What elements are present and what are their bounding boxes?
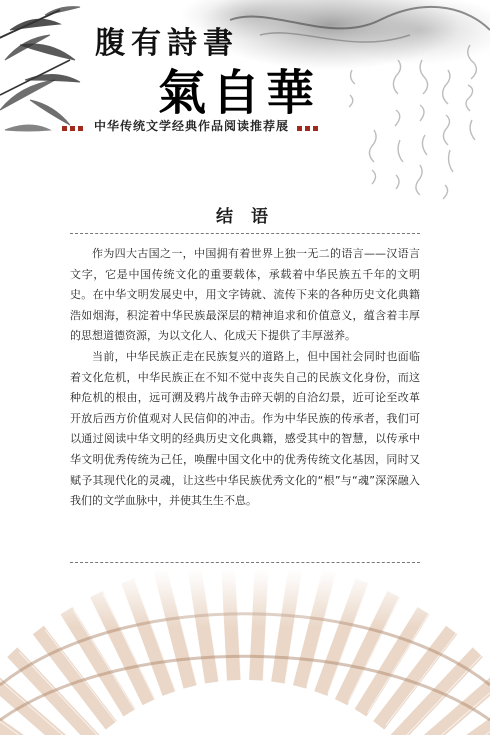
body-text — [70, 244, 420, 512]
section-title: 结 语 — [216, 207, 274, 227]
divider-top — [70, 233, 420, 234]
subtitle: 中华传统文学经典作品阅读推荐展 — [94, 118, 290, 133]
divider-bottom — [70, 562, 420, 563]
header-title-line1: 腹有詩書 — [95, 26, 239, 61]
bamboo-icon — [0, 7, 80, 131]
subtitle-row — [62, 118, 321, 132]
paragraph-2: 当前，中华民族正走在民族复兴的道路上，但中国社会同时也面临着文化危机，中华民族正在不知不觉中丧失自己的民族文化身份，而这种危机的根由，远可溯及鸦片战争击碎天朝的自洽幻景，近可论至改革开放后西方价值观对人民信仰的冲击。作为中华民族的传承者，我们可以通过阅读中华文明的经典历史文化典籍，感受其中的智慧，以传承中华文明优秀传统为己任，唤醒中国文化中的优秀传统文化基因，同时又赋予其现代化的灵魂，让这些中华民族优秀文化的“根”与“魂”深深融入我们的文学血脉中，并使其生生不息。 — [70, 349, 420, 508]
calligraphy-background-icon — [349, 45, 476, 199]
header-title-line2: 氣自華 — [158, 65, 321, 121]
bamboo-scroll-icon — [0, 570, 490, 735]
paragraph-1: 作为四大古国之一，中国拥有着世界上独一无二的语言——汉语言文字，它是中国传统文化的重要载体，承载着中华民族五千年的文明史。在中华文明发展史中，用文字铸就、流传下来的各种历史文化典籍浩如烟海，积淀着中华民族最深层的精神追求和价值意义，蕴含着丰厚的思想道德资源，为以文化人、化成天下提供了丰厚滋养。 — [70, 247, 420, 343]
red-squares-right-icon — [297, 116, 321, 135]
red-squares-left-icon — [62, 116, 86, 135]
